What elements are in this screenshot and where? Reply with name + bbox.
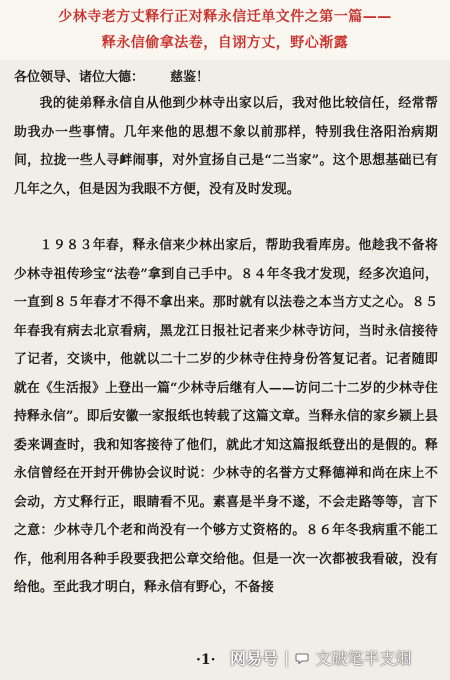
salutation-ending: 慈鉴！ — [170, 70, 210, 85]
watermark-author: 文破笔半支烟 — [315, 649, 412, 668]
salutation-text: 各位领导、诸位大德： — [14, 70, 145, 85]
letter-paragraph-2: １９８３年春，释永信来少林出家后，帮助我看库房。他趁我不备将少林寺祖传珍宝“法卷”拿到自己手中。８４年冬我才发现，经多次追问，一直到８５年春才不得不拿出来。那时就有以法卷之本当方丈之心。８５年春我有病去北京看病，黑龙江日报社记者来少林寺访问，当时永信接待了记者，交谈中，他就以二十二岁的少林寺住持身份答复记者。记者随即就在《生活报》上登出一篇“少林寺后继有人——访问二十二岁的少林寺住持释永信”。即后安徽一家报纸也转载了这篇文章。当释永信的家乡颍上县委来调查时，我和知客接待了他们，就此才知这篇报纸登出的是假的。释永信曾经在开封开佛协会议时说：少林寺的名誉方丈释德禅和尚在床上不会动，方丈释行正，眼睛看不见。素喜是半身不遂，不会走路等等，言下之意：少林寺几个老和尚没有一个够方丈资格的。８６年冬我病重不能工作，他利用各种手段要我把公章交给他。但是一次一次都被我看破，没有给他。至此我才明白，释永信有野心，不备接 — [14, 238, 438, 595]
article-headline — [0, 0, 450, 60]
letter-salutation — [14, 66, 209, 85]
watermark-separator: | — [284, 648, 290, 667]
source-watermark — [230, 646, 411, 669]
headline-line-1: 少林寺老方丈释行正对释永信迁单文件之第一篇—— — [58, 9, 392, 25]
chat-bubble-icon — [295, 651, 309, 665]
headline-line-2: 释永信偷拿法卷，自诩方丈，野心渐露 — [101, 35, 349, 51]
watermark-source-name: 网易号 — [230, 649, 279, 668]
letter-paragraph-1: 我的徒弟释永信自从他到少林寺出家以后，我对他比较信任，经常帮助我办一些事情。几年来他的思想不象以前那样，特别我住洛阳治病期间，拉拢一些人寻衅闹事，对外宣扬自己是“二当家”。这个思想基础已有几年之久，但是因为我眼不方便，没有及时发现。 — [14, 96, 438, 197]
scanned-letter — [0, 60, 450, 680]
page-number: ·1· — [196, 652, 216, 668]
